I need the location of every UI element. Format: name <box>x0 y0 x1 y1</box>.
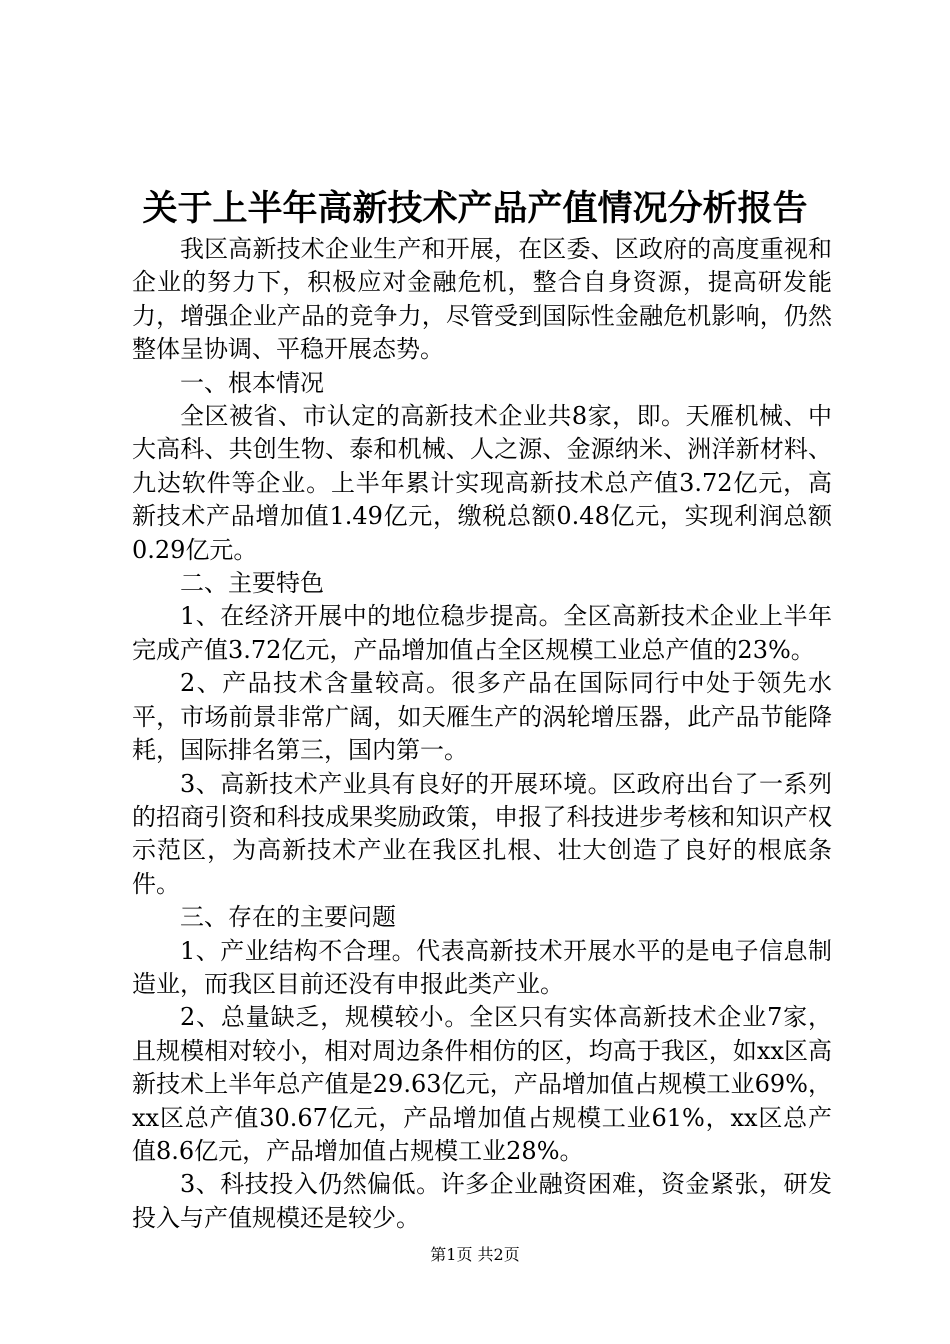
paragraph-problem-2: 2、总量缺乏，规模较小。全区只有实体高新技术企业7家，且规模相对较小，相对周边条件相仿的区，均高于我区，如xx区高新技术上半年总产值是29.63亿元，产品增加值占规模工业69%，xx区总产值30.67亿元，产品增加值占规模工业61%，xx区总产值8.6亿元，产品增加值占规模工业28%。 <box>132 1003 832 1165</box>
paragraph-problem-3: 3、科技投入仍然偏低。许多企业融资困难，资金紧张，研发投入与产值规模还是较少。 <box>132 1170 832 1232</box>
paragraph-basic-situation: 全区被省、市认定的高新技术企业共8家，即。天雁机械、中大高科、共创生物、泰和机械、人之源、金源纳米、洲洋新材料、九达软件等企业。上半年累计实现高新技术总产值3.72亿元，高新技术产品增加值1.49亿元，缴税总额0.48亿元，实现利润总额0.29亿元。 <box>132 402 832 564</box>
paragraph-problem-1: 1、产业结构不合理。代表高新技术开展水平的是电子信息制造业，而我区目前还没有申报此类产业。 <box>132 936 832 998</box>
paragraph-intro: 我区高新技术企业生产和开展，在区委、区政府的高度重视和企业的努力下，积极应对金融危机，整合自身资源，提高研发能力，增强企业产品的竞争力，尽管受到国际性金融危机影响，仍然整体呈协调、平稳开展态势。 <box>132 235 832 364</box>
page-number-footer: 第1页 共2页 <box>430 1245 520 1264</box>
section-heading-problems: 三、存在的主要问题 <box>180 903 396 932</box>
paragraph-feature-2: 2、产品技术含量较高。很多产品在国际同行中处于领先水平，市场前景非常广阔，如天雁生产的涡轮增压器，此产品节能降耗，国际排名第三，国内第一。 <box>132 669 832 765</box>
section-heading-main-features: 二、主要特色 <box>180 569 324 598</box>
paragraph-feature-3: 3、高新技术产业具有良好的开展环境。区政府出台了一系列的招商引资和科技成果奖励政策，申报了科技进步考核和知识产权示范区，为高新技术产业在我区扎根、壮大创造了良好的根底条件。 <box>132 769 832 898</box>
document-title: 关于上半年高新技术产品产值情况分析报告 <box>142 188 808 229</box>
section-heading-basic-situation: 一、根本情况 <box>180 368 324 397</box>
paragraph-feature-1: 1、在经济开展中的地位稳步提高。全区高新技术企业上半年完成产值3.72亿元，产品增加值占全区规模工业总产值的23%。 <box>132 602 832 664</box>
document-body <box>132 233 832 1235</box>
